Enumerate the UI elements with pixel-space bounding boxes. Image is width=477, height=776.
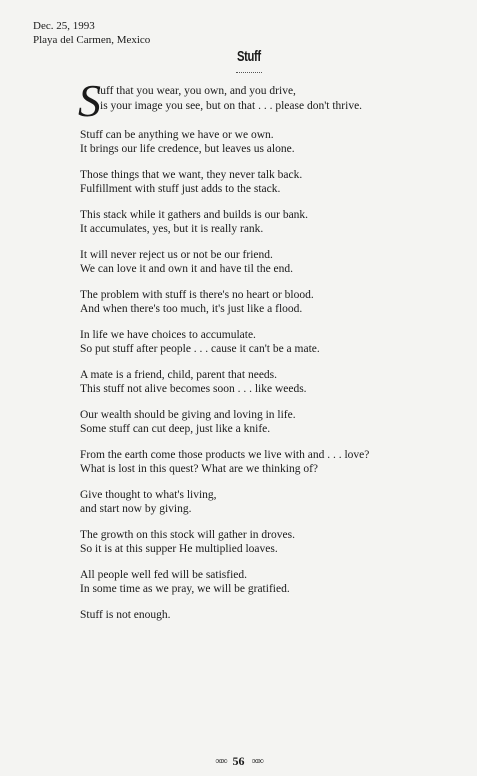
poem-line: Stuff can be anything we have or we own. — [80, 129, 274, 141]
poem-line: It accumulates, yes, but it is really rank. — [80, 223, 264, 235]
poem-line: We can love it and own it and have til the end. — [80, 263, 294, 275]
stanza-14 — [80, 608, 460, 622]
stanza-13 — [80, 568, 460, 596]
poem-line: and start now by giving. — [80, 503, 192, 515]
poem-line: Fulfillment with stuff just adds to the stack. — [80, 183, 281, 195]
scroll-ornament-icon: ∞∞ — [251, 755, 262, 767]
poem-line: In life we have choices to accumulate. — [80, 329, 256, 341]
poem-line: So put stuff after people . . . cause it can't be a mate. — [80, 343, 320, 355]
poem-line: From the earth come those products we live with and . . . love? — [80, 449, 370, 461]
poem-line: Give thought to what's living, — [80, 489, 217, 501]
poem-line: It brings our life credence, but leaves us alone. — [80, 143, 295, 155]
stanza-5 — [80, 248, 460, 276]
stanza-8 — [80, 368, 460, 396]
poem-line: What is lost in this quest? What are we thinking of? — [80, 463, 319, 475]
stanza-list — [80, 128, 460, 622]
poem-line: Stuff is not enough. — [80, 609, 171, 621]
stanza-9 — [80, 408, 460, 436]
poem-line: And when there's too much, it's just like a flood. — [80, 303, 303, 315]
stanza-2 — [80, 128, 460, 156]
stanza-10 — [80, 448, 460, 476]
poem-line: So it is at this supper He multiplied loaves. — [80, 543, 278, 555]
poem-title-wrap — [0, 48, 477, 66]
poem-line: All people well fed will be satisfied. — [80, 569, 248, 581]
poem-line: The problem with stuff is there's no heart or blood. — [80, 289, 314, 301]
poem-location: Playa del Carmen, Mexico — [33, 34, 151, 46]
poem-line: The growth on this stock will gather in droves. — [80, 529, 295, 541]
poem-line: This stack while it gathers and builds is our bank. — [80, 209, 309, 221]
stanza-12 — [80, 528, 460, 556]
poem-date: Dec. 25, 1993 — [33, 20, 95, 32]
stanza-3 — [80, 168, 460, 196]
stanza-7 — [80, 328, 460, 356]
poem-header — [33, 19, 150, 47]
poem-line: Those things that we want, they never talk back. — [80, 169, 303, 181]
drop-cap: S — [78, 75, 101, 126]
stanza-11 — [80, 488, 460, 516]
poem-line: It will never reject us or not be our friend. — [80, 249, 273, 261]
poem-line: This stuff not alive becomes soon . . . like weeds. — [80, 383, 307, 395]
poem-line: is your image you see, but on that . . . please don't thrive. — [100, 100, 363, 112]
page-footer — [0, 753, 477, 769]
page-number: 56 — [232, 753, 245, 768]
scroll-ornament-icon: ∞∞ — [215, 755, 226, 767]
poem-line: Some stuff can cut deep, just like a knife. — [80, 423, 271, 435]
poem-title: Stuff — [236, 48, 261, 65]
title-underline — [236, 72, 262, 73]
stanza-6 — [80, 288, 460, 316]
poem-line: In some time as we pray, we will be gratified. — [80, 583, 290, 595]
poem-line: Our wealth should be giving and loving in life. — [80, 409, 296, 421]
poem-line: tuff that you wear, you own, and you drive, — [97, 85, 296, 97]
poem-body — [78, 75, 460, 634]
stanza-1 — [78, 75, 460, 126]
poem-line: A mate is a friend, child, parent that needs. — [80, 369, 278, 381]
stanza-4 — [80, 208, 460, 236]
